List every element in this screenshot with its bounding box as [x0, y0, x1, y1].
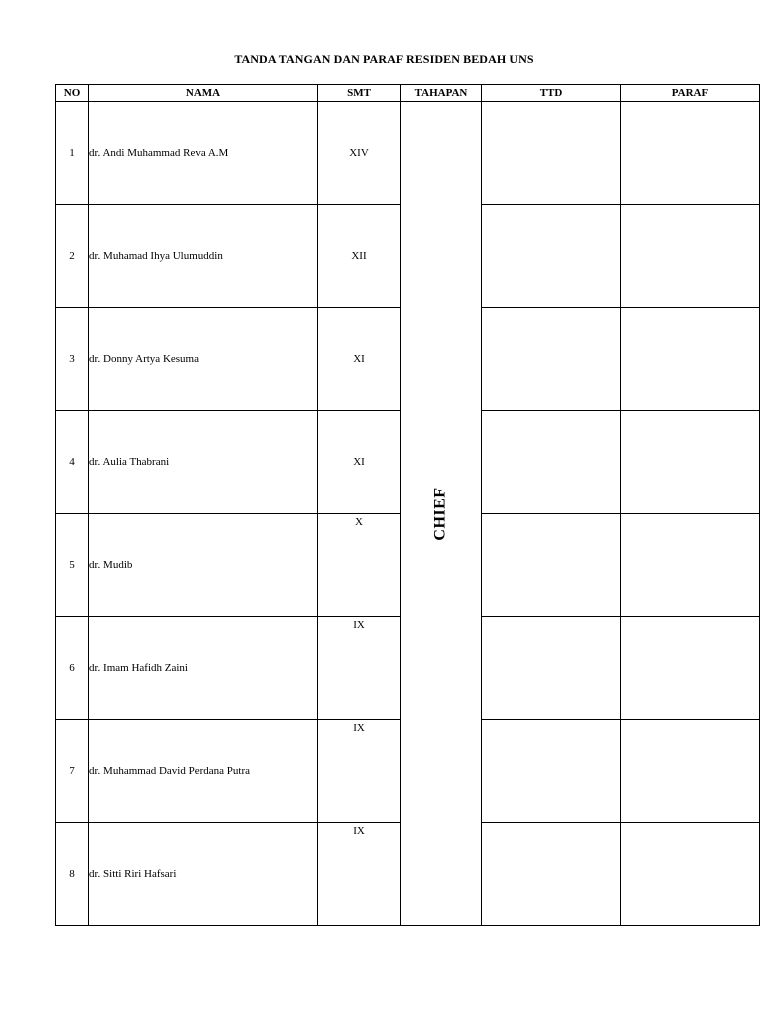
row-smt: XII: [318, 205, 401, 308]
table-row: [56, 102, 760, 205]
row-no: 4: [56, 411, 89, 514]
initials-field[interactable]: [621, 205, 760, 308]
row-no: 5: [56, 514, 89, 617]
signature-field[interactable]: [482, 411, 621, 514]
header-ttd: TTD: [482, 85, 621, 102]
initials-field[interactable]: [621, 102, 760, 205]
row-smt: IX: [353, 619, 365, 631]
row-smt: X: [355, 516, 363, 528]
table-header-row: [56, 85, 760, 102]
row-no: 3: [56, 308, 89, 411]
document-title: TANDA TANGAN DAN PARAF RESIDEN BEDAH UNS: [234, 52, 534, 66]
row-smt-cell: [318, 823, 401, 926]
row-no: 6: [56, 617, 89, 720]
initials-field[interactable]: [621, 514, 760, 617]
initials-field[interactable]: [621, 411, 760, 514]
signature-field[interactable]: [482, 308, 621, 411]
signature-field[interactable]: [482, 720, 621, 823]
header-paraf: PARAF: [621, 85, 760, 102]
header-nama: NAMA: [89, 85, 318, 102]
row-nama: dr. Donny Artya Kesuma: [89, 308, 318, 411]
row-nama: dr. Mudib: [89, 514, 318, 617]
tahapan-cell: [401, 102, 482, 926]
row-nama: dr. Sitti Riri Hafsari: [89, 823, 318, 926]
header-no: NO: [56, 85, 89, 102]
signature-field[interactable]: [482, 617, 621, 720]
header-smt: SMT: [318, 85, 401, 102]
initials-field[interactable]: [621, 720, 760, 823]
row-smt: IX: [353, 825, 365, 837]
row-no: 1: [56, 102, 89, 205]
row-smt-cell: [318, 617, 401, 720]
row-no: 7: [56, 720, 89, 823]
row-no: 2: [56, 205, 89, 308]
signature-field[interactable]: [482, 514, 621, 617]
row-smt: XI: [318, 411, 401, 514]
row-smt-cell: [318, 720, 401, 823]
initials-field[interactable]: [621, 823, 760, 926]
row-smt: XI: [318, 308, 401, 411]
row-smt: XIV: [318, 102, 401, 205]
signature-field[interactable]: [482, 823, 621, 926]
row-no: 8: [56, 823, 89, 926]
tahapan-value: CHIEF: [431, 486, 449, 541]
row-nama: dr. Muhamad Ihya Ulumuddin: [89, 205, 318, 308]
row-nama: dr. Imam Hafidh Zaini: [89, 617, 318, 720]
signature-field[interactable]: [482, 205, 621, 308]
initials-field[interactable]: [621, 617, 760, 720]
signature-field[interactable]: [482, 102, 621, 205]
row-smt-cell: [318, 514, 401, 617]
signature-table: [55, 84, 760, 926]
row-smt: IX: [353, 722, 365, 734]
row-nama: dr. Andi Muhammad Reva A.M: [89, 102, 318, 205]
row-nama: dr. Aulia Thabrani: [89, 411, 318, 514]
initials-field[interactable]: [621, 308, 760, 411]
header-tahapan: TAHAPAN: [401, 85, 482, 102]
row-nama: dr. Muhammad David Perdana Putra: [89, 720, 318, 823]
